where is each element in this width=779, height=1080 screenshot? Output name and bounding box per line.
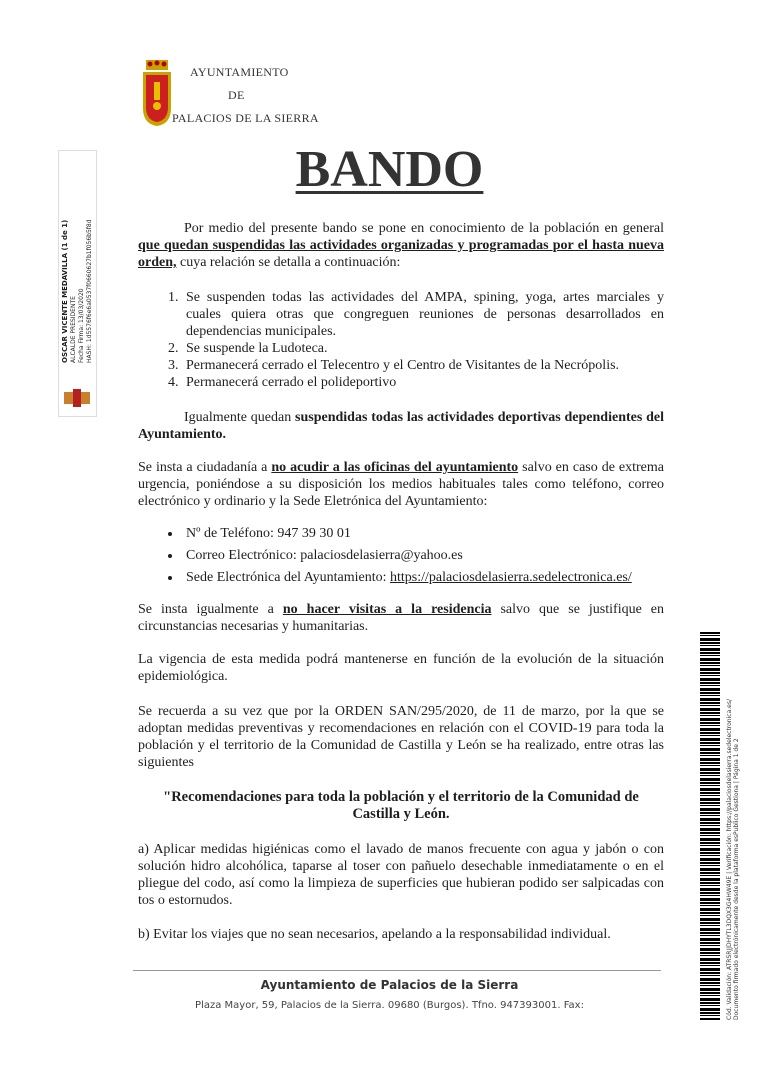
signature-hash: HASH: 1d5576f6e6a0537f0660627b1f056b5f8d (86, 219, 93, 363)
footer-organization: Ayuntamiento de Palacios de la Sierra (260, 978, 519, 992)
intro-text-before: Por medio del presente bando se pone en conocimiento de la población en general (184, 221, 664, 236)
sports-paragraph (138, 409, 664, 443)
document-title: BANDO (295, 141, 484, 198)
measure-item: 3. Permanecerá cerrado el Telecentro y el Centro de Visitantes de la Necrópolis. (182, 357, 664, 374)
signature-name: OSCAR VICENTE MEDAVILLA (1 de 1) (61, 219, 69, 363)
vigencia-paragraph: La vigencia de esta medida podrá mantenerse en función de la evolución de la situación epidemiológica. (138, 652, 664, 684)
measure-item: 1. Se suspenden todas las actividades del AMPA, spining, yoga, artes marciales y cuales quiera otras que congreguen reuniones de personas desarrollados en dependencias municipales. (182, 289, 664, 340)
verification-barcode-block (700, 632, 740, 1020)
residence-text-after: salvo que se justifique en circunstancias necesarias y humanitarias. (138, 602, 665, 634)
verification-line1: Cód. Validación: ATRSRJJDHYTL3DQX3G4HW49E | Verificación: https://palaciosdelasierra.sedelectronica.es/ (726, 699, 733, 1020)
coat-of-arms-logo (140, 60, 174, 128)
footer-address: Plaza Mayor, 59, Palacios de la Sierra. 09680 (Burgos). Tfno. 947393001. Fax: (195, 1000, 584, 1011)
residence-text-before: Se insta igualmente a (138, 602, 283, 617)
sede-link[interactable]: https://palaciosdelasierra.sedelectronica.es/ (389, 570, 632, 585)
signature-date: Fecha Firma: 13/03/2020 (78, 288, 85, 363)
header-line-ayuntamiento: AYUNTAMIENTO (190, 65, 289, 79)
offices-text-after: salvo en caso de extrema urgencia, poniéndose a su disposición los medios habituales tales como teléfono, correo electrónico y ordinario y la Sede Eletrónica del Ayuntamiento: (138, 460, 664, 509)
footer-divider (133, 970, 661, 971)
measure-item: 4. Permanecerá cerrado el polideportivo (182, 374, 664, 391)
contact-sede (182, 567, 664, 589)
measures-list (138, 289, 664, 391)
measure-item: 2. Se suspende la Ludoteca. (182, 340, 664, 357)
offices-notice: no acudir a las oficinas del ayuntamiento (271, 460, 519, 475)
contact-list (138, 523, 664, 589)
header-line-de: DE (228, 88, 245, 102)
verification-line2: Documento firmado electrónicamente desde la plataforma esPublico Gestiona | Página 1 de 2 (733, 738, 740, 1020)
orden-paragraph: Se recuerda a su vez que por la ORDEN SAN/295/2020, de 11 de marzo, por la que se adoptan medidas preventivas y recomendaciones en relación con el COVID-19 para toda la población y el territorio de la Comunidad de Castilla y León se ha realizado, entre otras las siguientes (138, 704, 664, 770)
signature-role: ALCALDE PRESIDENTE (70, 296, 77, 363)
barcode-icon (700, 632, 720, 1020)
recommendations-title: "Recomendaciones para toda la población y el territorio de la Comunidad de Castilla y León. (163, 789, 639, 822)
residence-paragraph (138, 601, 664, 635)
intro-suspension-notice: que quedan suspendidas las actividades organizadas y programadas por el hasta nueva orden, (138, 238, 664, 270)
sede-label: Sede Electrónica del Ayuntamiento: (186, 570, 390, 585)
signature-seal-icon (64, 389, 90, 407)
offices-paragraph (138, 459, 664, 510)
sports-suspension-notice: suspendidas todas las actividades deportivas dependientes del Ayuntamiento. (138, 410, 664, 442)
recommendation-b: b) Evitar los viajes que no sean necesarios, apelando a la responsabilidad individual. (138, 927, 611, 942)
recommendation-a: a) Aplicar medidas higiénicas como el lavado de manos frecuente con agua y jabón o con solución hidro alcohólica, taparse al toser con pañuelo desechable inmediatamente o en el pliegue del codo, así como la limpieza de superficies que hubieran podido ser salpicadas con tos o estornudos. (138, 842, 664, 908)
intro-paragraph (138, 220, 664, 271)
contact-phone: • Nº de Teléfono: 947 39 30 01 (182, 523, 664, 545)
sports-text-before: Igualmente quedan (184, 410, 296, 425)
contact-email: • Correo Electrónico: palaciosdelasierra@yahoo.es (182, 545, 664, 567)
residence-notice: no hacer visitas a la residencia (282, 602, 492, 617)
header-line-municipality: PALACIOS DE LA SIERRA (172, 111, 319, 125)
intro-text-after: cuya relación se detalla a continuación: (176, 255, 401, 270)
offices-text-before: Se insta a ciudadanía a (138, 460, 272, 475)
